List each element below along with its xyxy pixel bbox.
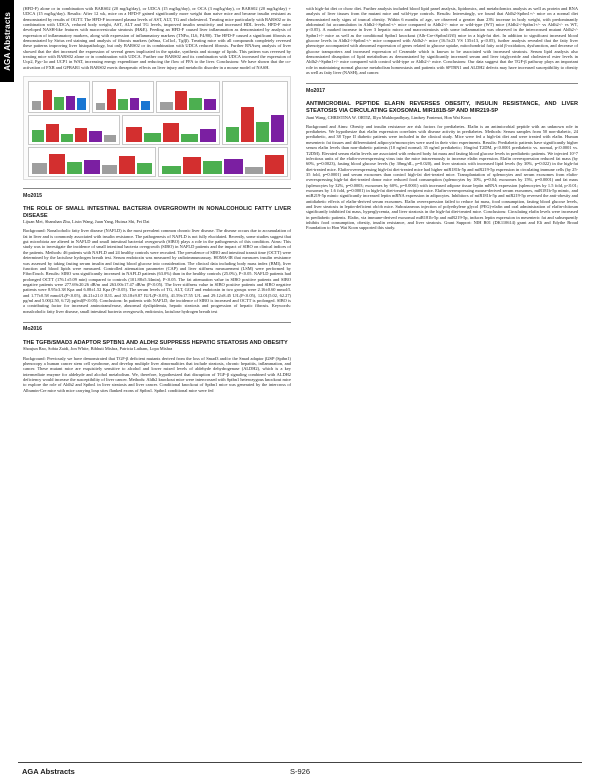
figure-panel	[222, 81, 288, 145]
abstract-figure	[23, 76, 291, 180]
side-tab-label: AGA Abstracts	[2, 11, 12, 71]
figure-panel	[158, 147, 288, 177]
abstract-body: Background and Aims: Obesity and insulin resistance are risk factors for prediabetes. Elafin is an antimicrobial peptide with an unknown role in prediabetes. We hypothesize that elafin expression correlates with disease activity in prediabetes. Methods: Serum samples from 50 non-diabetic, 24 prediabetic, and 38 Type II diabetic patients were included in the clinical study. Mice were fed a high-fat diet and were treated with elafin. Human mesenteric fat tissues and differentiated adipocyte/monocytes were used in their vitro experiments. Results: Prediabetic patients have significantly higher serum elafin levels than non-diabetic patients (10 ng/ml normal; 35 ng/ml prediabetic; 16ng/ml T2DM, p<0.0001 prediabetic vs. normal, p<0.0001 vs. T2DM). Elevated serum elafin levels are associated with reduced body fat mass and fasting blood glucose levels in prediabetic patients. We injected 10^7 infectious units of the elafin-overexpressing virus into the mice intravenously to increase elafin expression. Elafin overexpression reduced fat mass (by 60%, p=0.0023), fasting blood glucose levels (by 30mg/dL, p=0.020), and liver steatosis with increased lipid levels (by 30%, p=0.022) in the high-fat diet-treated mice. Elafin-overexpressing high-fat diet-treated mice had higher miR181b-5p and miR219-5p expression in circulating immune cells (by 25-35 fold, p=0.0001) and serum exosomes than control high-fat diet-treated mice. Transplantation of splenocytes and serum exosomes from elafin-overexpressing high-fat diet-treated donor mice reduced food consumption (splenocytes by 10%, p=0.04; exosomes by 15%, p=0.0001) and fat mass (splenocytes by 32%, p=0.0003; exosomes by 60%, p=0.0001) with increased adipose tissue leptin mRNA expression (splenocytes by 1.5 fold, p<0.01; exosomes by 1.6 fold, p=0.0001) in high-fat diet-treated recipient mice. Elafin-overexpressing mouse-derived serum exosomes, miR181b-5p mimic, and miR219-5p mimic significantly increased leptin mRNA expression in adipocytes. Inhibitors of miR181b-5p and miR219-5p reversed the anti-obesity and antidiabetic effects of elafin-derived serum exosomes. Elafin overexpression failed to reduce fat mass, food consumption, fasting blood glucose levels, and liver steatosis in leptin-deficient ob/ob mice. Subcutaneous injection of polyethylene glycol (PEG)-elafin and oral administration of elafin-chitosan significantly inhibited fat mass, hyperglycemia, and liver steatosis in the high-fat diet-treated mice. Conclusions: Circulating elafin levels were increased in prediabetic patients. Elafin, via immune-derived exosomal miR181b-5p and miR219-5p, induces leptin expression in mesenteric fat and subsequently inhibits food consumption, obesity, insulin resistance, and liver steatosis. Grant Support: NIH R01 (DK110614) grant and Eli and Edythe Broad Foundation to Hon Wai Koon supported this study.	[306, 123, 578, 231]
abstract-divider	[23, 188, 291, 189]
page-number: S-926	[290, 767, 311, 776]
footer-rule	[18, 762, 582, 763]
abstract-authors: Lijuan Mei, Shanshan Zhu, Lixin Wang, Juan Yang, Huirua Shi, Fei Dai	[23, 219, 150, 225]
continued-abstract-text: (HFD-F) alone or in combination with BARS02 (20 mg/kg/day), or UDCA (15 mg/kg/day), or OCA (3 mg/kg/day), or BARS02 (20 mg/kg/day) + UDCA (15 mg/kg/day). Results: After 12 wk, mice on a HFD-F gained significantly more weight than naive mice and became insulin resistant as demonstrated by results of OGTT. The HFD-F increased plasma levels of AST, ALT, TG and cholesterol. Treating mice particularly with BARS02 or its combination with UDCA, reduced body weight, AST, ALT and TG levels, improved insulin sensitivity and increased HDL levels. HFD-F mice developed NASH-like features with macrovesicular steatosis (H&E). Feeding an HFD-F caused liver inflammation as demonstrated by analysis of expression of inflammatory markers, along with expression of inflammatory markers (TNFα, IL6, F4/80). The HFD-F caused a significant fibrosis as demonstrated by Sirius red staining and analysis of fibrosis markers (αSma, Col1α1, Tgfβ). Treating mice with all compounds completely reversed these patterns improving liver histopathology, but only BARS02 or its combination with UDCA reduced fibrosis. Further RNAseq analysis of liver showed that the diet increased the expression of several genes implicated in the uptake, synthesis and storage of lipids. This pattern was reversed by treating mice with BARS02 alone or in combination with UDCA. Further our BARS02 and its combination with UDCA increased the expression of Ucp2, Pgc-1α and UCP1 in WAT, increasing energy expenditure and reducing the flow of FFA to the liver. Conclusions: We have shown that the co-activation of FXR and GPBAR1 with BARS02 exerts therapeutic effects on liver injury and metabolic disorder in a mouse model of NASH.	[23, 6, 291, 70]
page-footer	[0, 762, 600, 780]
figure-panel	[122, 115, 220, 145]
right-column	[306, 6, 578, 231]
figure-panel	[156, 81, 220, 113]
continued-abstract-text: with high-fat diet or chow diet. Further analysis included blood lipid panel analysis, lipidomics, and metabolomics analysis as well as protein and RNA analysis of liver tissues from the mutant mice and wild-type controls. Results: Interestingly, we found that Aldh2-Sptbn1+/- mice on a normal diet demonstrated early signs of truncal obesity. Within 6 months of age, we observed a greater than 23% increase in body weight, with predominantly abdominal fat accumulation in Aldh2-/-Sptbn1+/- mice compared to Aldh2-/- mice or wild-type (WT) mice (Aldh2-/-Sptbn1+/- vs Aldh2-/- vs WT, p<0.05). A marked increase in liver 3 hepatic micro and macrosteatosis with some inflammation was observed in the intercrossed mutant Aldh2-/-Sptbn1+/- mice as well as the conditional Sptbn1 knockout (Alb-Cre+Sptbn1fl/fl) mice in a high-fat diet. In addition to significant increased blood glucose levels in Aldh2-/-Sptbn1+/- mice compared with Aldh2-/- mice (16.5±23 VS 135±13, p<0.05), further analysis revealed that the fatty liver phenotype accompanied with abnormal expression of genes related to glucose uptake, mitochondrial fatty acid β-oxidation, dysfunction, and decrease of glucose transporters and increased expression of Ceramide which is known to be associated with increased steatosis. Serum lipid analysis also demonstrated disruption of lipid metabolism as demonstrated by significantly increased serum and liver triglyceride and cholesterol ester levels in Aldh2-/-Sptbn1+/- mice compared with control wild-type or Aldh2-/- mice. Conclusions: Our data suggest that the TGF-β pathway plays an important role in maintaining normal glucose metabolism homeostasis and patients with SPTBN1 and ALDH2 defects may have increased susceptibility to obesity as well as fatty liver (NASH), and cancer.	[306, 6, 578, 76]
abstract-body: Background: Previously we have demonstrated that TGF-β deficient mutants derived from the loss of Smad3 and/or the Smad adaptor β2SP (Sptbn1) phenocopy a human cancer stem cell syndrome, and develop multiple liver abnormalities that include steatosis, chronic hepatitis, inflammation, and cancer. These mutant mice are exquisitely sensitive to alcohol and lower mixed levels of aldehyde dehydrogenase (ALDH2), which is a key intermediate enzyme for aldehyde and alcohol metabolism. We, therefore, hypothesized that disruption of TGF-β signaling combined with ALDH2 deficiency would increase the susceptibility of liver cancer. Methods: Aldh2 knockout mice were intercrossed with Sptbn1 heterozygous knockout mice to explore the role of Aldh2 and Sptbn1 in liver steatosis and liver cancer. Conditional knockout of Sptbn1 mice was generated by the intercross of Albumin-Cre mice with mice carrying loxp sites flanked exons of Sptbn1. Sptbn1 conditional mice were fed	[23, 355, 291, 393]
section-side-tab	[0, 0, 14, 82]
abstract-id: Mo2016	[23, 326, 43, 333]
figure-panel	[28, 115, 120, 145]
abstract-authors: Jiani Wang, CHRISTINA W. ORTIZ, Illya Mukhopadhyay, Lindsey Fontenot, Hon Wai Koon	[306, 114, 471, 120]
abstract-title: ANTIMICROBIAL PEPTIDE ELAFIN REVERSES OBESITY, INSULIN RESISTANCE, AND LIVER STEATOSIS VIA CIRCULATING EXOSOMAL MIR181B-5P AND MIR219-5P	[306, 101, 578, 114]
abstract-body: Background: Nonalcoholic fatty liver disease (NAFLD) is the most prevalent common chronic liver disease. The disease occurs due to accumulation of fat in liver and is commonly associated with insulin resistance. The pathogenesis of NAFLD is not fully elucidated. Recently, some studies suggest that gut microbiota are altered in NAFLD and small intestinal bacterial overgrowth (SIBO) plays a role in the pathogenesis of this condition. Aims: This study was to investigate the incidence of small intestinal bacteria overgrowth (SIBO) in NAFLD patients and the impact of SIBO on clinical indices of the patients. Methods: 46 patients with NAFLD and 24 healthy controls were recruited. The prevalence of SIBO and intestinal transit time (OCTT) were determined by the lactulose hydrogen breath test. Serum endotoxin was measured by radioimmunoassay. HOMA-IR that measures insulin resistance was assessed by taking fasting serum insulin and fasting blood glucose into consideration. The clinical data including body mass index (BMI), liver function and blood lipids were measured. Controlled attenuation parameter (CAP) and liver stiffness measurement (LSM) were performed by FibroTouch. Results: SIBO was significantly increased in NAFLD patients (63.0%) than in the healthy controls (25.0%), P<0.05. NAFLD patients had prolonged OCTT (176.1±5.09 min) compared to controls (101.88±5.34min), P<0.05. The fat attenuation value in SIBO positive patients and SIBO negative patients were 277.69±20.26 dB/m and 263.00±17.47 dB/m (P<0.05). The liver stiffness value in SIBO positive patients and SIBO negative patients were 8.95±3.38 Kpa and 6.08±1.52 Kpa (P<0.05). The serum levels of TG, ALT, GGT and endotoxin in two groups were 2.16±0.60 mmol/L and 1.77±0.58 mmol/L(P<0.05), 46.21±21.0 IU/L and 35.18±9.87 IU/L(P<0.05), 41.59±17.55 U/L and 29.12±8.45 U/L(P<0.05), 12.01(5.02, 62.27) pg/ml and 5.00(2.50, 6.72) pg/ml(P<0.05). Conclusions: In patients with NAFLD, the incidence of SIBO is increased and OCTT is prolonged. SIBO is a contributing factor for increased aminotransferase, abnormal dyslipidemia, hepatic steatosis and progression of hepatic fibrosis. Keywords: nonalcoholic fatty liver disease, small intestinal bacteria overgrowth, endotoxin, lactulose hydrogen breath test	[23, 228, 291, 314]
abstract-title: THE TGFΒ/SMAD3 ADAPTOR SPTBN1 AND ALDH2 SUPPRESS HEPATIC STEATOSIS AND OBESITY	[23, 339, 288, 346]
abstract-divider	[23, 322, 291, 323]
abstract-id: Mo2017	[306, 87, 326, 94]
abstract-authors: Shoujun Rao, Sobia Zaidi, Jon White, Bibhuti Mishra, Patricia Latham, Lopa Mishra	[23, 346, 173, 352]
abstract-id: Mo2015	[23, 192, 43, 199]
figure-panel	[28, 81, 90, 113]
left-column	[23, 6, 291, 393]
figure-panel	[92, 81, 154, 113]
abstract-title: THE ROLE OF SMALL INTESTINAL BACTERIA OVERGROWTH IN NONALCOHOLIC FATTY LIVER DISEASE	[23, 205, 291, 219]
abstract-divider	[306, 83, 578, 84]
figure-panel	[28, 147, 156, 177]
journal-name: AGA Abstracts	[22, 767, 75, 776]
